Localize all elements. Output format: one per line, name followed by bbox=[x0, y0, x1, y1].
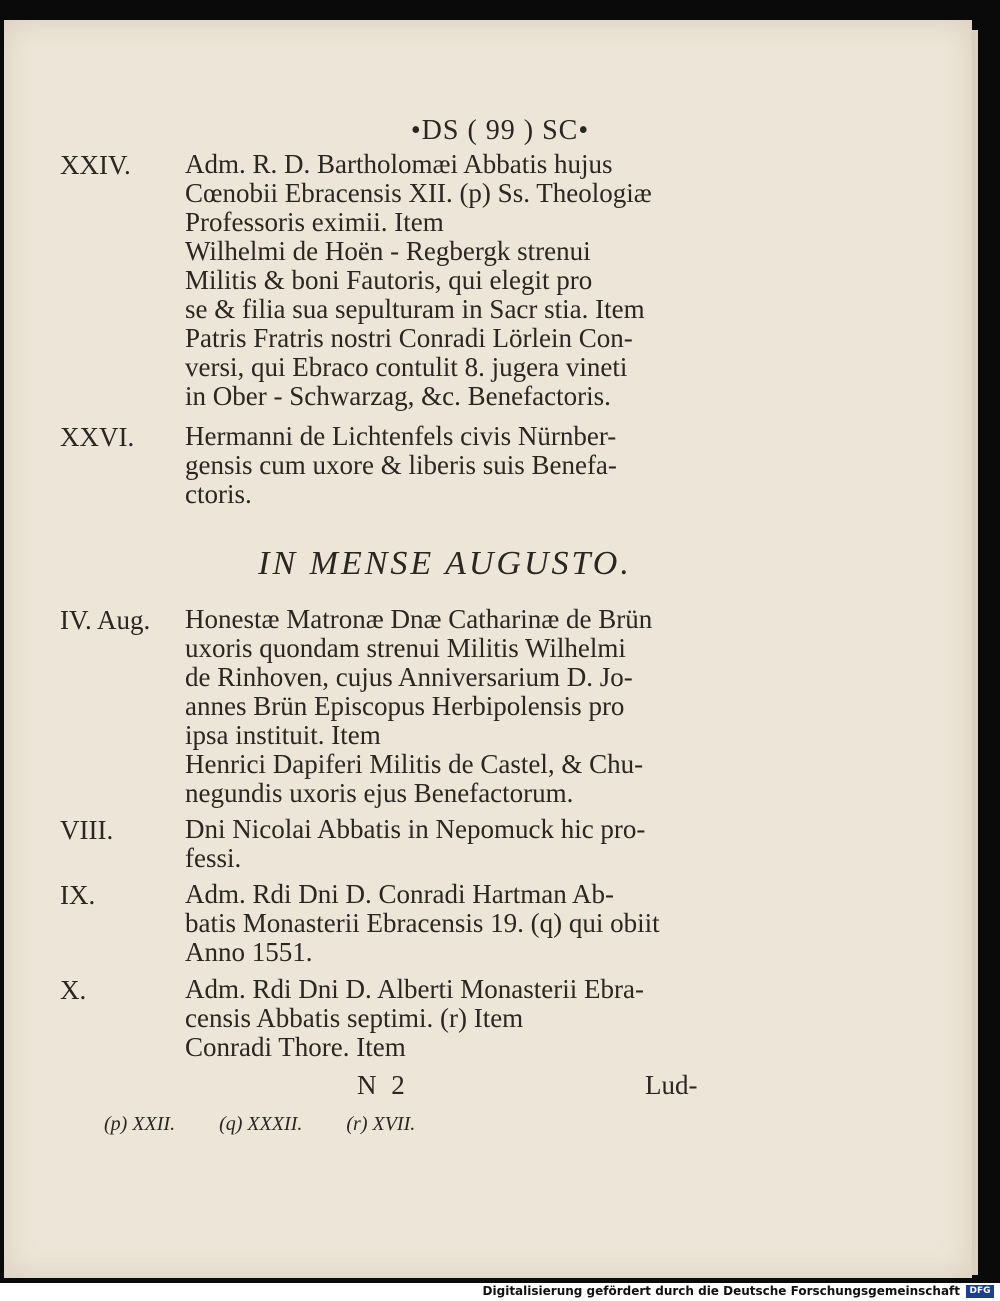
text-line: negundis uxoris ejus Benefactorum. bbox=[185, 778, 574, 808]
text-line: ctoris. bbox=[185, 479, 252, 509]
entry-label-xxvi: XXVI. bbox=[60, 422, 135, 452]
text-line: Dni Nicolai Abbatis in Nepomuck hic pro- bbox=[185, 814, 646, 844]
entry-label-xxiv: XXIV. bbox=[60, 150, 131, 180]
text-line: Adm. Rdi Dni D. Alberti Monasterii Ebra- bbox=[185, 974, 644, 1004]
entry-label-iv-aug: IV. Aug. bbox=[60, 605, 151, 635]
text-line: Patris Fratris nostri Conradi Lörlein Con- bbox=[185, 323, 633, 353]
text-line: ipsa instituit. Item bbox=[185, 720, 381, 750]
entry-label-viii: VIII. bbox=[60, 815, 114, 845]
text-line: Anno 1551. bbox=[185, 937, 313, 967]
section-title: IN MENSE AUGUSTO. bbox=[258, 545, 632, 582]
text-line: Honestæ Matronæ Dnæ Catharinæ de Brün bbox=[185, 604, 653, 634]
entry-label-x: X. bbox=[60, 975, 87, 1005]
entry-text-xxiv bbox=[185, 150, 709, 411]
signature-mark: N 2 bbox=[357, 1070, 409, 1100]
text-line: Conradi Thore. Item bbox=[185, 1032, 406, 1062]
text-line: fessi. bbox=[185, 843, 242, 873]
text-line: Cœnobii Ebracensis XII. (p) Ss. Theologiæ bbox=[185, 178, 652, 208]
entry-label-ix: IX. bbox=[60, 880, 96, 910]
text-line: in Ober - Schwarzag, &c. Benefactoris. bbox=[185, 381, 611, 411]
text-line: Adm. R. D. Bartholomæi Abbatis hujus bbox=[185, 149, 613, 179]
entry-text-x bbox=[185, 975, 709, 1062]
text-line: versi, qui Ebraco contulit 8. jugera vineti bbox=[185, 352, 628, 382]
footnote-p: (p) XXII. bbox=[104, 1113, 176, 1135]
funding-credit: Digitalisierung gefördert durch die Deutsche Forschungsgemeinschaft bbox=[482, 1284, 960, 1298]
text-line: gensis cum uxore & liberis suis Benefa- bbox=[185, 450, 617, 480]
text-line: Militis & boni Fautoris, qui elegit pro bbox=[185, 265, 593, 295]
dfg-logo: DFG bbox=[966, 1285, 994, 1298]
footnotes bbox=[104, 1113, 415, 1136]
text-line: Henrici Dapiferi Militis de Castel, & Chu- bbox=[185, 749, 644, 779]
page-edge bbox=[972, 30, 978, 1275]
page-header: •DS ( 99 ) SC• bbox=[410, 115, 590, 146]
text-line: se & filia sua sepulturam in Sacr stia. Item bbox=[185, 294, 645, 324]
entry-text-xxvi bbox=[185, 422, 709, 509]
text-line: Hermanni de Lichtenfels civis Nürnber- bbox=[185, 421, 617, 451]
footnote-q: (q) XXXII. bbox=[219, 1113, 303, 1135]
text-line: de Rinhoven, cujus Anniversarium D. Jo- bbox=[185, 662, 633, 692]
text-line: Wilhelmi de Hoën - Regbergk strenui bbox=[185, 236, 591, 266]
catchword: Lud- bbox=[645, 1070, 698, 1100]
text-line: Adm. Rdi Dni D. Conradi Hartman Ab- bbox=[185, 879, 614, 909]
entry-text-iv-aug bbox=[185, 605, 709, 808]
text-line: censis Abbatis septimi. (r) Item bbox=[185, 1003, 524, 1033]
entry-text-ix bbox=[185, 880, 709, 967]
text-line: annes Brün Episcopus Herbipolensis pro bbox=[185, 691, 625, 721]
entry-text-viii bbox=[185, 815, 709, 873]
text-line: batis Monasterii Ebracensis 19. (q) qui obiit bbox=[185, 908, 660, 938]
text-line: Professoris eximii. Item bbox=[185, 207, 444, 237]
text-line: uxoris quondam strenui Militis Wilhelmi bbox=[185, 633, 626, 663]
footnote-r: (r) XVII. bbox=[346, 1113, 416, 1135]
